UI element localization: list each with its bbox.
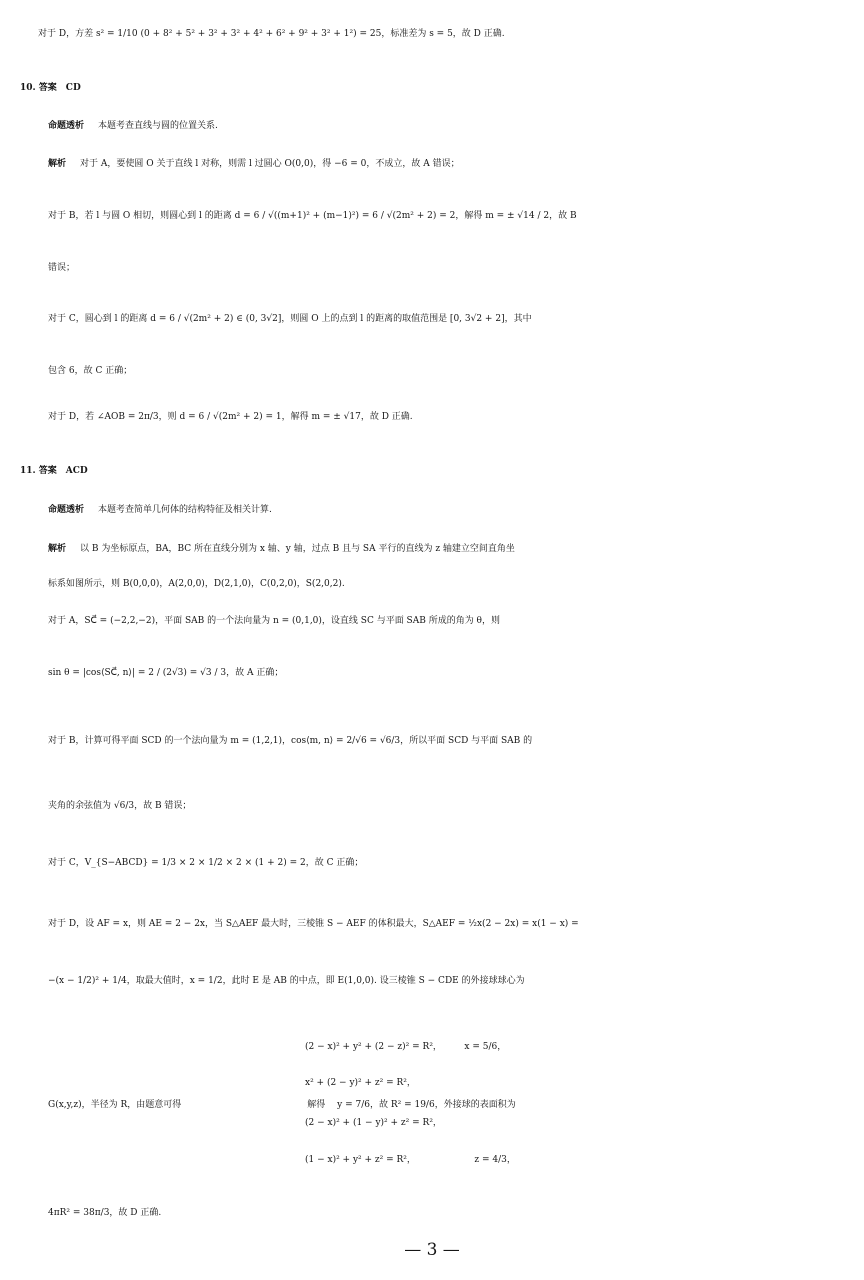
text-line — [0, 1203, 864, 1223]
line-text: 对于 B，若 l 与圆 O 相切，则圆心到 l 的距离 d = 6 / √((m+1)² + (m−1)²) = 6 / √(2m² + 2) = 2，解得 m = ± √14 / 2，故 B — [48, 211, 577, 221]
line-text: 包含 6，故 C 正确； — [48, 366, 133, 376]
text-line — [0, 154, 864, 174]
text-line — [0, 1113, 864, 1133]
line-text: 对于 D，设 AF = x，则 AE = 2 − 2x，当 S△AEF 最大时，三棱锥 S − AEF 的体积最大，S△AEF = ½x(2 − 2x) = x(1 − x) = — [48, 919, 579, 929]
text-line — [0, 914, 864, 934]
line-text: 对于 C，圆心到 l 的距离 d = 6 / √(2m² + 2) ∈ (0, 3√2]，则圆 O 上的点到 l 的距离的取值范围是 [0, 3√2 + 2]，其中 — [48, 314, 532, 324]
text-line — [0, 574, 864, 594]
text-line — [0, 1150, 864, 1170]
page-number: — 3 — — [404, 1240, 460, 1260]
text-line — [0, 309, 864, 329]
line-text: 错误； — [48, 263, 76, 273]
line-text: (1 − x)² + y² + z² = R²， z = 4/3， — [305, 1155, 516, 1165]
line-text: 对于 D，方差 s² = 1/10 (0 + 8² + 5² + 3² + 3² + 4² + 6² + 9² + 3² + 1²) = 25，标准差为 s = 5，故 D 正确. — [38, 29, 505, 39]
text-line — [0, 500, 864, 520]
text-line — [0, 853, 864, 873]
text-line — [0, 1073, 864, 1093]
line-text: 10. 答案 CD — [20, 83, 81, 93]
line-text: 11. 答案 ACD — [20, 466, 88, 476]
text-line — [0, 258, 864, 278]
text-line — [0, 611, 864, 631]
section-tag: 命题透析 — [48, 505, 85, 515]
section-tag: 解析 — [48, 159, 67, 169]
line-text: 4πR² = 38π/3，故 D 正确. — [48, 1208, 162, 1218]
text-line — [0, 663, 864, 683]
text-line — [0, 361, 864, 381]
text-line — [0, 1037, 864, 1057]
line-text: 对于 A，要使圆 O 关于直线 l 对称，则需 l 过圆心 O(0,0)，得 −6 = 0，不成立，故 A 错误； — [80, 159, 460, 169]
text-line — [0, 971, 864, 991]
line-text: 对于 C，V_{S−ABCD} = 1/3 × 2 × 1/2 × 2 × (1 + 2) = 2，故 C 正确； — [48, 858, 364, 868]
line-text: (2 − x)² + y² + (2 − z)² = R²， x = 5/6， — [305, 1042, 507, 1052]
text-line — [0, 206, 864, 226]
section-tag: 命题透析 — [48, 121, 85, 131]
line-text: 对于 A，SC⃗ = (−2,2,−2)，平面 SAB 的一个法向量为 n = (0,1,0)，设直线 SC 与平面 SAB 所成的角为 θ，则 — [48, 616, 500, 626]
answer-heading — [0, 461, 864, 481]
line-text: x² + (2 − y)² + z² = R²， — [305, 1078, 416, 1088]
line-text: 本题考查直线与圆的位置关系. — [98, 121, 218, 131]
line-text: 对于 B，计算可得平面 SCD 的一个法向量为 m = (1,2,1)，cos⟨m, n⟩ = 2/√6 = √6/3，所以平面 SCD 与平面 SAB 的 — [48, 736, 533, 746]
section-tag: 解析 — [48, 544, 67, 554]
text-line — [0, 407, 864, 427]
line-text: 夹角的余弦值为 √6/3，故 B 错误； — [48, 801, 192, 811]
text-line — [0, 1095, 864, 1115]
text-line — [0, 539, 864, 559]
line-text: 以 B 为坐标原点，BA，BC 所在直线分别为 x 轴、y 轴，过点 B 且与 SA 平行的直线为 z 轴建立空间直角坐 — [80, 544, 515, 554]
line-text: sin θ = |cos⟨SC⃗, n⟩| = 2 / (2√3) = √3 / 3，故 A 正确； — [48, 668, 284, 678]
text-line — [0, 796, 864, 816]
line-text: 对于 D，若 ∠AOB = 2π/3，则 d = 6 / √(2m² + 2) = 1，解得 m = ± √17，故 D 正确. — [48, 412, 413, 422]
line-text: G(x,y,z)，半径为 R，由题意可得 解得 y = 7/6，故 R² = 19/6，外接球的表面积为 — [48, 1100, 516, 1110]
text-line — [0, 116, 864, 136]
answer-heading — [0, 78, 864, 98]
text-line — [0, 24, 864, 44]
text-line — [0, 731, 864, 751]
line-text: 标系如图所示，则 B(0,0,0)，A(2,0,0)，D(2,1,0)，C(0,2,0)，S(2,0,2). — [48, 579, 345, 589]
line-text: 本题考查简单几何体的结构特征及相关计算. — [98, 505, 272, 515]
line-text: (2 − x)² + (1 − y)² + z² = R²， — [305, 1118, 442, 1128]
line-text: −(x − 1/2)² + 1/4，取最大值时，x = 1/2，此时 E 是 AB 的中点，即 E(1,0,0). 设三棱锥 S − CDE 的外接球球心为 — [48, 976, 525, 986]
